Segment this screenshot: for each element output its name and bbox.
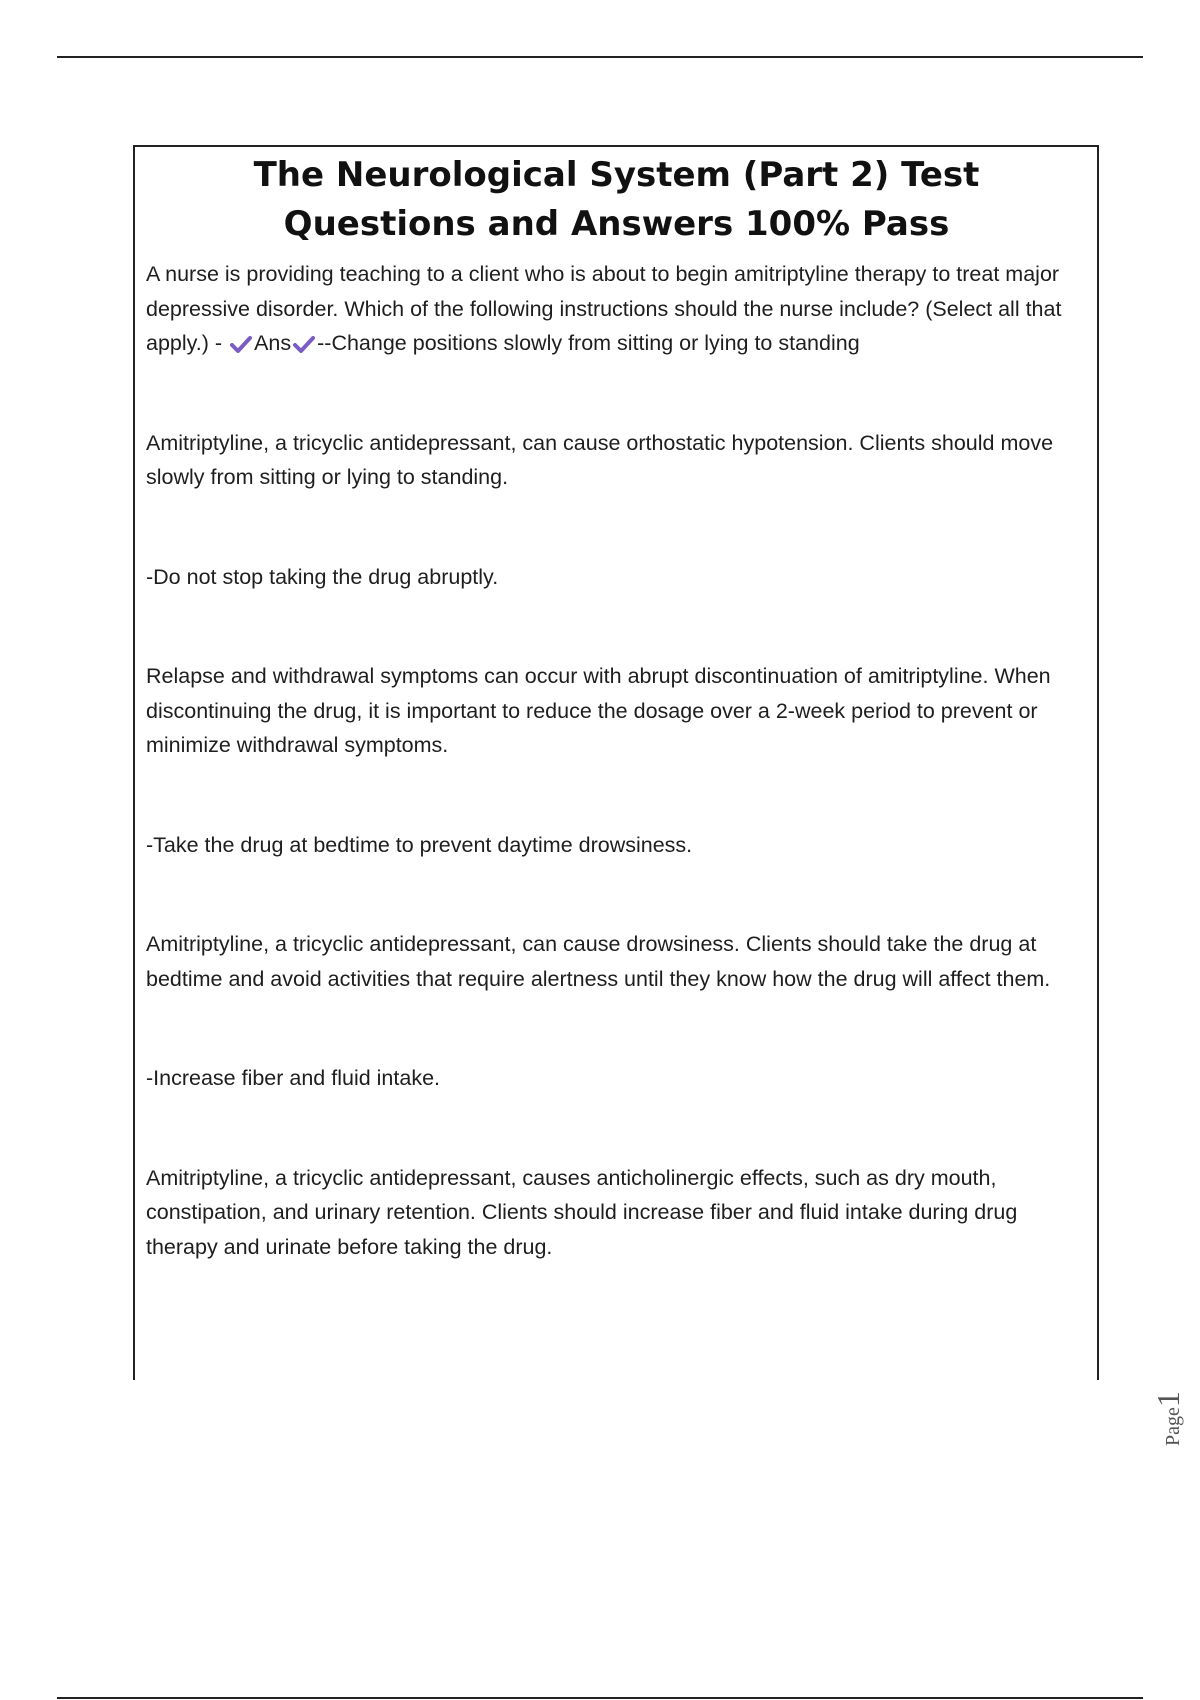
question-stem: A nurse is providing teaching to a client who is about to begin amitriptyline therapy to treat major depressive disorder. Which of the following instructions should the nurse include? (Select all that apply.) - [146,262,1062,355]
answer-option: -Take the drug at bedtime to prevent daytime drowsiness. [146,832,693,857]
rationale-paragraph: Amitriptyline, a tricyclic antidepressant, causes anticholinergic effects, such as dry mouth, constipation, and urinary retention. Clients should increase fiber and fluid intake during drug therapy and urinate before taking the drug. [146,1165,1018,1259]
page-label-number: 1 [1150,1391,1186,1408]
rationale-paragraph: Amitriptyline, a tricyclic antidepressant, can cause drowsiness. Clients should take the drug at bedtime and avoid activities that require alertness until they know how the drug will affect them. [146,932,1051,991]
spacer [146,763,1087,828]
rationale-paragraph: Amitriptyline, a tricyclic antidepressant, can cause orthostatic hypotension. Clients should move slowly from sitting or lying to standing. [146,430,1054,489]
spacer [146,594,1087,659]
check-icon [230,335,252,353]
spacer [146,495,1087,560]
header-rule [57,56,1143,58]
page-label-word: Page [1162,1407,1184,1446]
spacer [146,361,1087,426]
document-title: The Neurological System (Part 2) Test Questions and Answers 100% Pass [253,155,980,244]
question-text [146,257,1087,361]
first-answer: --Change positions slowly from sitting or lying to standing [317,331,860,355]
answer-option: -Increase fiber and fluid intake. [146,1066,440,1090]
check-icon [293,335,315,353]
footer-rule [57,1697,1143,1699]
rationale-paragraph: Relapse and withdrawal symptoms can occur with abrupt discontinuation of amitriptyline. When discontinuing the drug, it is important to reduce the dosage over a 2-week period to prevent or minimize withdrawal symptoms. [146,664,1051,757]
document-frame [133,145,1099,1380]
answer-label: Ans [254,331,292,355]
spacer [146,996,1087,1061]
spacer [146,862,1087,927]
answer-option: -Do not stop taking the drug abruptly. [146,564,499,589]
page-number [1150,1391,1187,1446]
spacer [146,1096,1087,1161]
